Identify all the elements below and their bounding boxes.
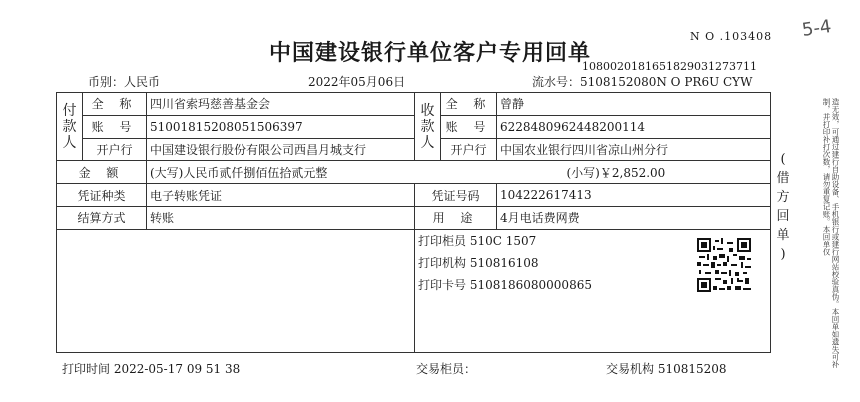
- payer-name-label: 全 称: [83, 93, 147, 116]
- debit-receipt-label: [776, 150, 790, 264]
- voucher-number: 104222617413: [497, 184, 771, 207]
- print-org: 打印机构 510816108: [418, 255, 539, 270]
- blank-area: [57, 229, 415, 352]
- receipt-table: [56, 92, 771, 353]
- payee-side-label: 收款人: [415, 93, 441, 161]
- row-settlement: [57, 206, 771, 229]
- row-print-info: [57, 229, 771, 352]
- voucher-number-label: 凭证号码: [415, 184, 497, 207]
- amount-lowercase: (小写)￥2,852.00: [566, 165, 666, 180]
- side-char: ): [780, 247, 786, 262]
- row-amount: [57, 161, 771, 184]
- row-name: [57, 93, 771, 116]
- payee-name-label: 全 称: [441, 93, 497, 116]
- row-bank: [57, 138, 771, 161]
- payer-account: 51001815208051506397: [147, 115, 415, 138]
- purpose: 4月电话费网费: [497, 206, 771, 229]
- side-char: 方: [776, 190, 790, 205]
- purpose-label: 用 途: [415, 206, 497, 229]
- side-char: 单: [776, 228, 790, 243]
- transaction-org: 交易机构 510815208: [606, 362, 727, 376]
- payer-name: 四川省索玛慈善基金会: [147, 93, 415, 116]
- voucher-type-label: 凭证种类: [57, 184, 147, 207]
- payee-bank: 中国农业银行四川省凉山州分行: [497, 138, 771, 161]
- print-card: 打印卡号 5108186080000865: [418, 277, 592, 292]
- payee-bank-label: 开户行: [441, 138, 497, 161]
- row-voucher: [57, 184, 771, 207]
- amount-cell: [147, 161, 771, 184]
- payee-account-label: 账 号: [441, 115, 497, 138]
- payee-name: 曾静: [497, 93, 771, 116]
- side-char: (: [780, 152, 786, 167]
- print-time: 打印时间 2022-05-17 09 51 38: [62, 362, 241, 376]
- payer-bank: 中国建设银行股份有限公司西昌月城支行: [147, 138, 415, 161]
- payer-account-label: 账 号: [83, 115, 147, 138]
- qr-code: [697, 238, 751, 292]
- amount-uppercase: (大写)人民币贰仟捌佰伍拾贰元整: [150, 165, 328, 180]
- row-account: [57, 115, 771, 138]
- serial-label: 流水号：: [532, 75, 581, 89]
- document-title: 中国建设银行单位客户专用回单: [268, 41, 591, 66]
- settlement-method: 转账: [147, 206, 415, 229]
- voucher-type: 电子转账凭证: [147, 184, 415, 207]
- receipt-number: N O .103408: [690, 30, 773, 43]
- payee-account: 6228480962448200114: [497, 115, 771, 138]
- transaction-code: 1080020181651829031273711: [582, 60, 757, 73]
- transaction-teller: 交易柜员：: [416, 362, 477, 376]
- side-char: 借: [776, 171, 790, 186]
- currency-label: 币别：人民币: [88, 75, 161, 89]
- serial-number: [532, 73, 752, 90]
- payer-side-label: 付款人: [57, 93, 83, 161]
- serial-value: 5108152080N O PR6U CYW: [580, 75, 753, 89]
- print-teller: 打印柜员 510C 1507: [418, 233, 537, 248]
- handwritten-note: 5-4: [800, 16, 833, 41]
- side-char: 回: [776, 209, 790, 224]
- payer-bank-label: 开户行: [83, 138, 147, 161]
- amount-label: 金 额: [57, 161, 147, 184]
- fine-print: 造无效，可通过建行自助设备、手机银行或建行网站校验真伪。本回单如遗失可补制，并打印补打次数，请勿重复记账。本回单仅: [822, 98, 840, 368]
- transaction-date: 2022年05月06日: [308, 75, 406, 89]
- settlement-method-label: 结算方式: [57, 206, 147, 229]
